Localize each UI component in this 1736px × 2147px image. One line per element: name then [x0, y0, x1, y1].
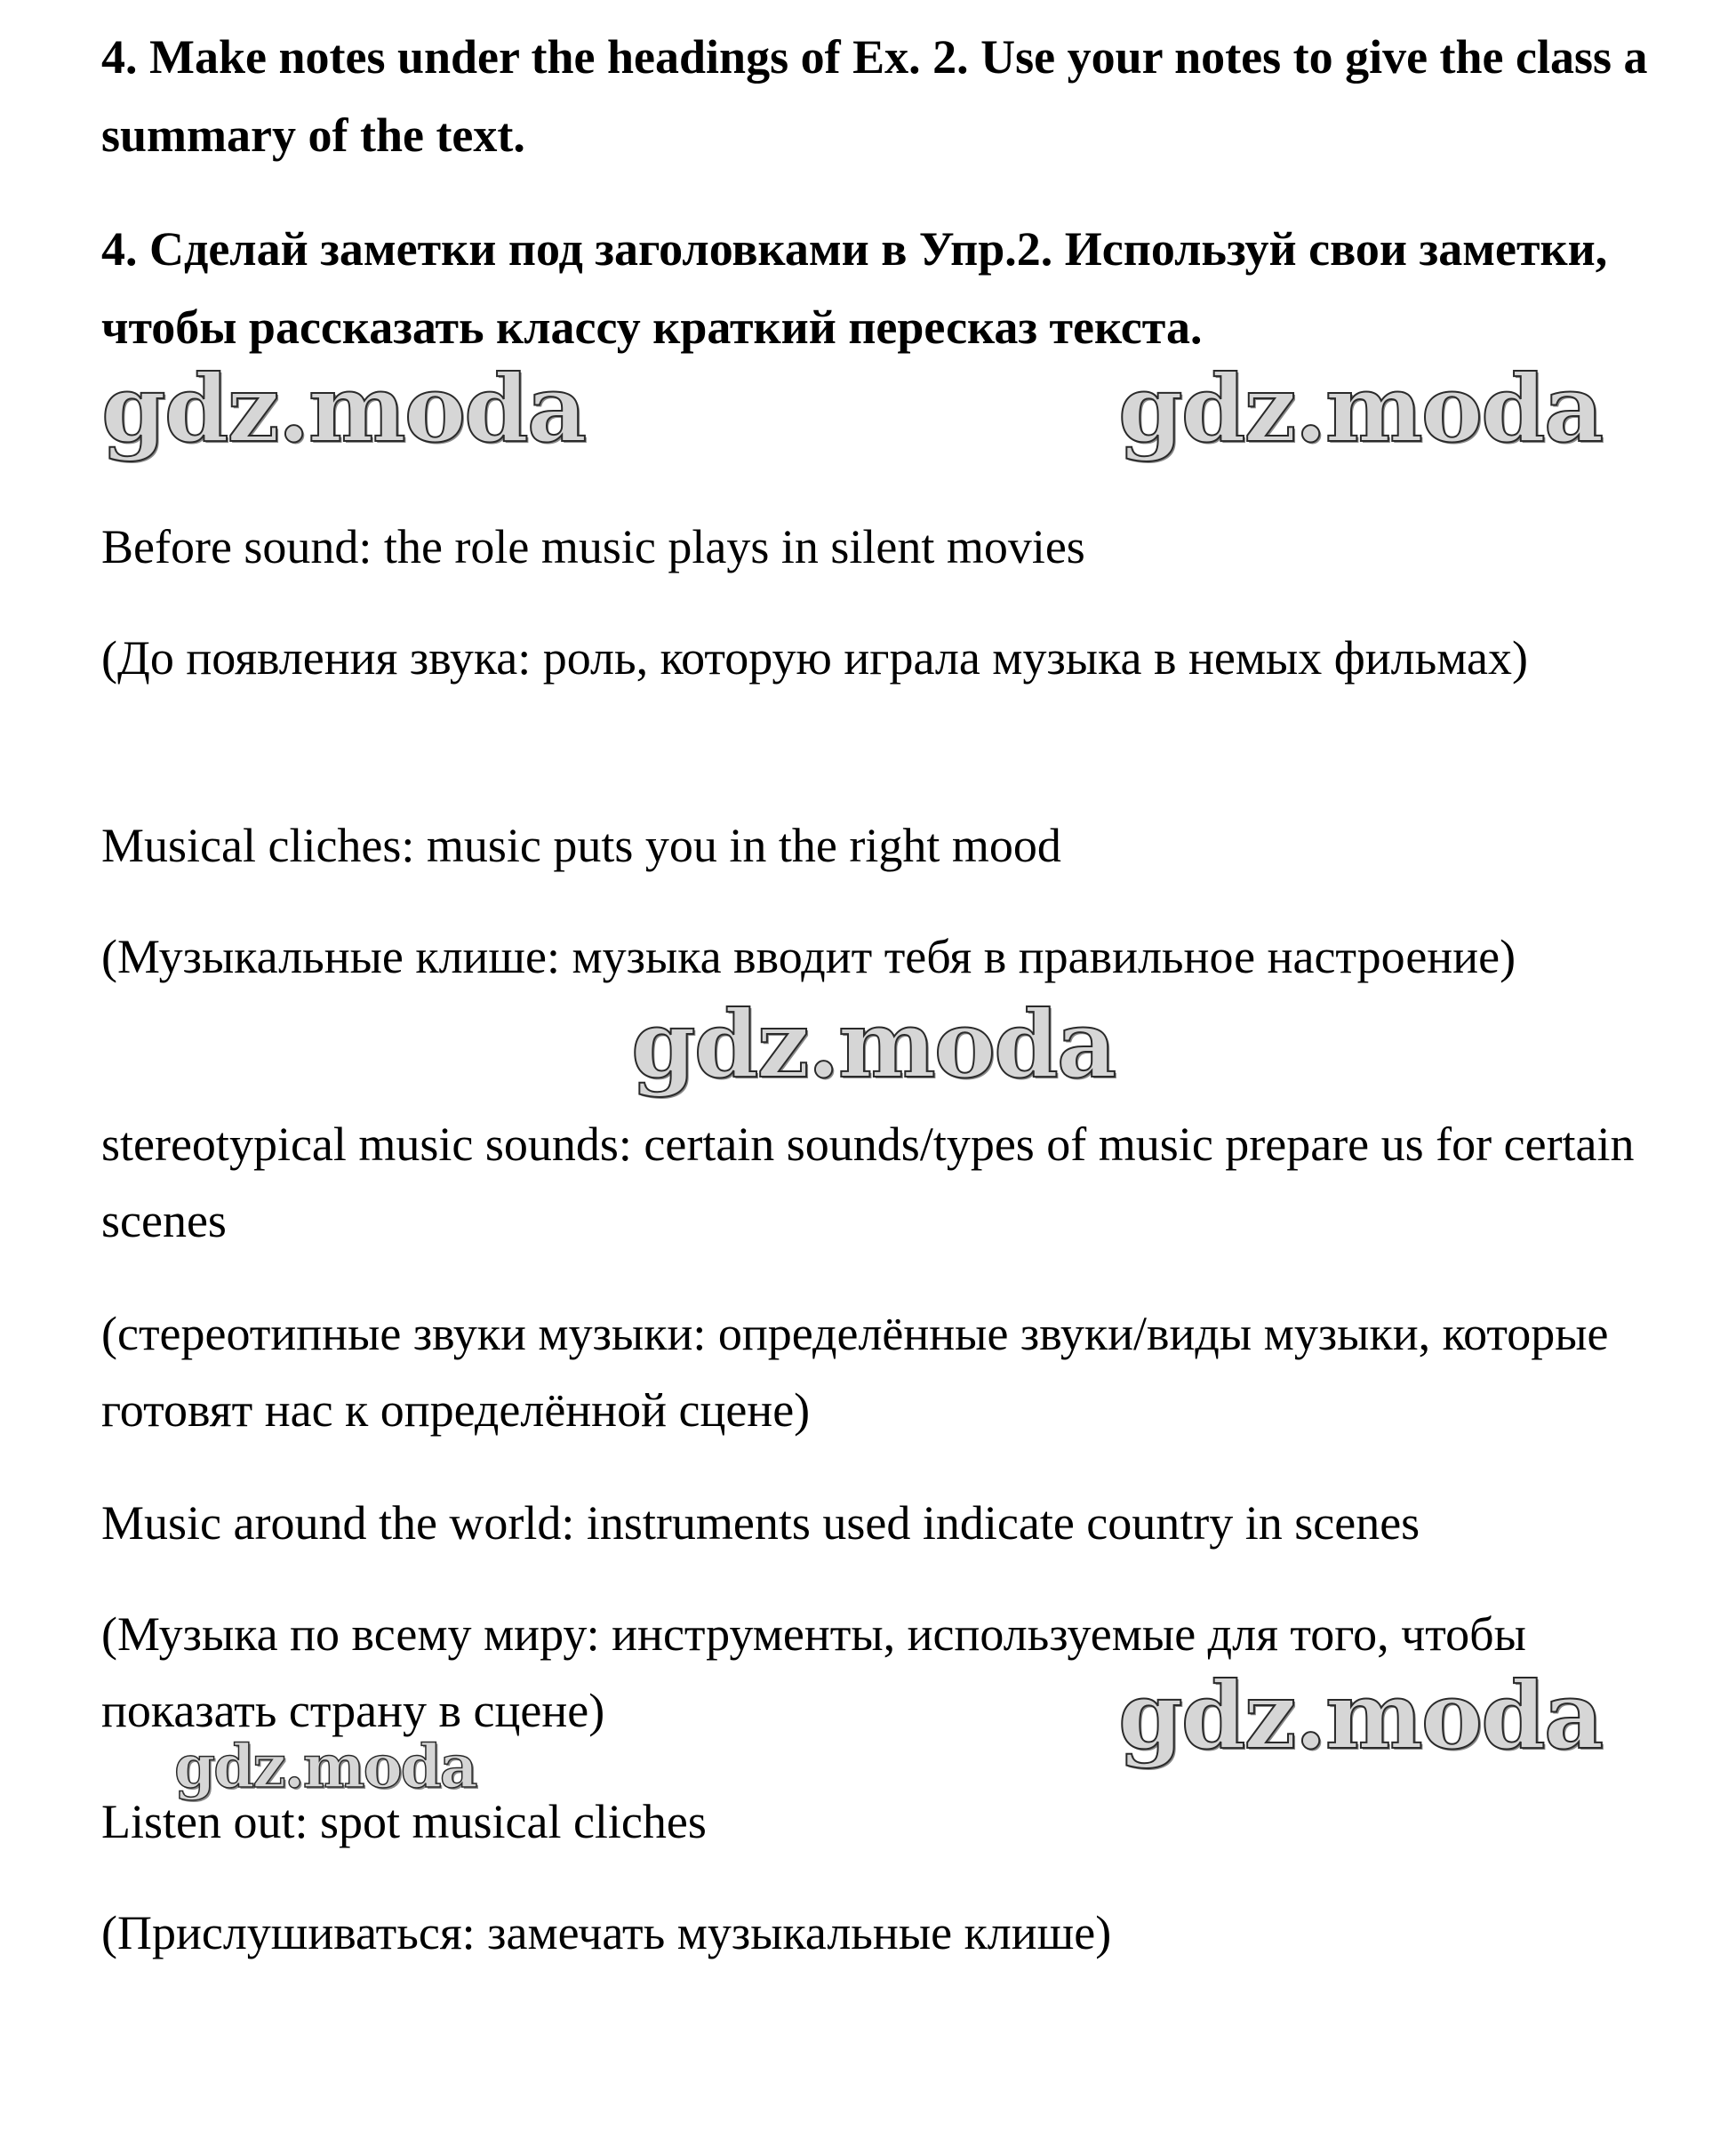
note-english: Musical cliches: music puts you in the right mood — [101, 819, 1061, 872]
note-english: Music around the world: instruments used indicate country in scenes — [101, 1496, 1420, 1550]
task-heading-russian: 4. Сделай заметки под заголовками в Упр.2. Используй свои заметки, чтобы рассказать классу краткий пересказ текста. — [101, 222, 1608, 354]
note-russian: (стереотипные звуки музыки: определённые звуки/виды музыки, которые готовят нас к определённой сцене) — [101, 1307, 1609, 1437]
note-english: Listen out: spot musical cliches — [101, 1795, 707, 1848]
note-russian: (Музыкальные клише: музыка вводит тебя в правильное настроение) — [101, 930, 1516, 983]
note-russian: (Музыка по всему миру: инструменты, используемые для того, чтобы показать страну в сцене) — [101, 1607, 1526, 1737]
note-russian: (Прислушиваться: замечать музыкальные клише) — [101, 1906, 1112, 1959]
task-heading-english: 4. Make notes under the headings of Ex. 2. Use your notes to give the class a summary of the text. — [101, 30, 1648, 162]
watermark-logo: gdz.moda — [101, 354, 586, 463]
note-english: stereotypical music sounds: certain sounds/types of music prepare us for certain scenes — [101, 1118, 1635, 1247]
watermark-logo: gdz.moda — [174, 1732, 476, 1801]
watermark-logo: gdz.moda — [631, 989, 1116, 1099]
watermark-logo: gdz.moda — [1118, 354, 1603, 463]
note-russian: (До появления звука: роль, которую играла музыка в немых фильмах) — [101, 631, 1528, 685]
watermark-logo: gdz.moda — [1118, 1661, 1603, 1770]
note-english: Before sound: the role music plays in silent movies — [101, 520, 1085, 573]
